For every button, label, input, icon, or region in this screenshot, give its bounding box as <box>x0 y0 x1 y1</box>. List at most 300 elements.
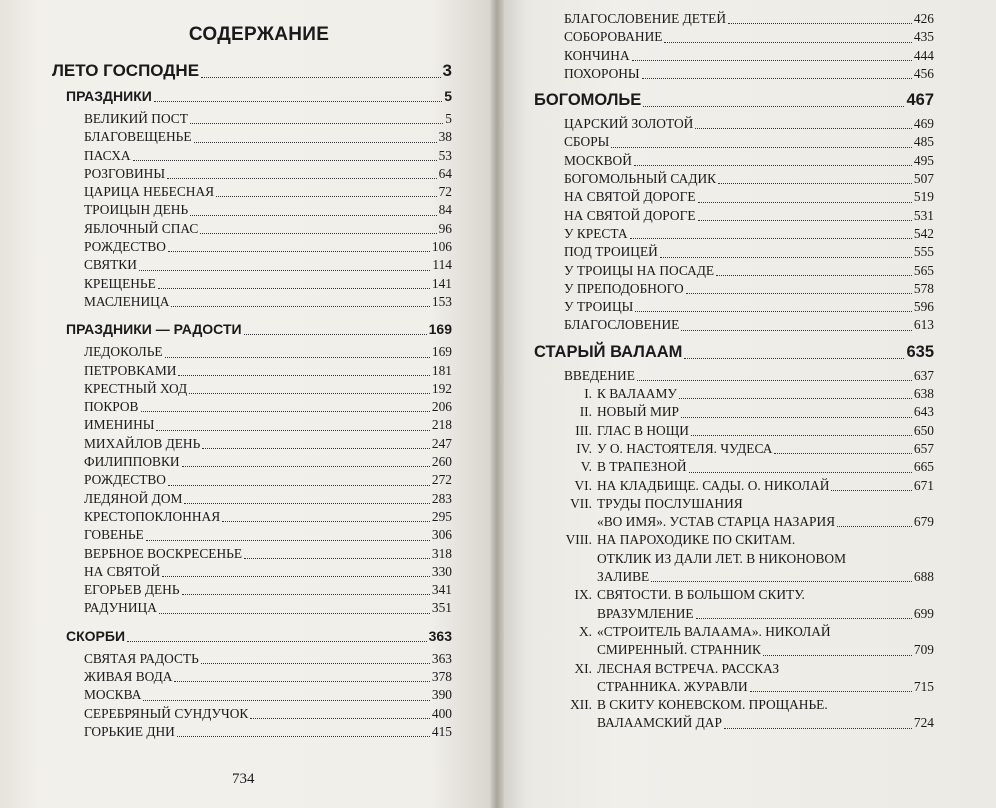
leader-dots <box>632 59 912 61</box>
leader-dots <box>201 662 430 664</box>
leader-dots <box>182 593 430 595</box>
toc-label: БЛАГОСЛОВЕНИЕ <box>564 317 680 333</box>
toc-page-number: 306 <box>431 527 452 543</box>
toc-label: КРЕСТНЫЙ ХОД <box>84 380 188 396</box>
toc-entry <box>564 170 934 188</box>
toc-chapter-entry <box>534 440 934 458</box>
toc-page-number: 341 <box>431 582 452 598</box>
chapter-number: II. <box>579 404 592 420</box>
chapter-title-line: В СКИТУ КОНЕВСКОМ. ПРОЩАНЬЕ. <box>597 697 828 713</box>
leader-dots <box>630 237 912 239</box>
toc-page-number: 390 <box>431 687 452 703</box>
toc-page-number: 38 <box>438 129 452 145</box>
leader-dots <box>202 447 430 449</box>
leader-dots <box>695 127 912 129</box>
toc-page-number: 415 <box>431 723 452 739</box>
leader-dots <box>244 333 427 335</box>
toc-label: СВЯТАЯ РАДОСТЬ <box>84 650 199 666</box>
toc-page-number: 565 <box>913 262 934 278</box>
continued-items <box>534 10 934 83</box>
toc-entry <box>564 152 934 170</box>
toc-label: ПАСХА <box>84 147 131 163</box>
toc-label: КОНЧИНА <box>564 47 630 63</box>
toc-page-number: 555 <box>913 244 934 260</box>
toc-entry <box>84 147 452 165</box>
toc-entry <box>84 183 452 201</box>
leader-dots <box>178 374 429 376</box>
leader-dots <box>146 539 430 541</box>
toc-page-number: 578 <box>913 280 934 296</box>
toc-page-number: 3 <box>442 61 452 80</box>
toc-page-number: 5 <box>445 111 452 126</box>
toc-page-number: 363 <box>428 627 452 644</box>
toc-label: ЛЕТО ГОСПОДНЕ <box>52 61 200 80</box>
leader-dots <box>681 329 912 331</box>
toc-label: БОГОМОЛЬЕ <box>534 91 642 110</box>
toc-page-number: 715 <box>913 678 934 694</box>
toc-label: ПОД ТРОИЦЕЙ <box>564 244 658 260</box>
toc-page-number: 295 <box>431 508 452 524</box>
toc-entry <box>84 201 452 219</box>
toc-page-number: 679 <box>913 514 934 530</box>
leader-dots <box>643 105 904 107</box>
toc-label: ПОХОРОНЫ <box>564 65 640 81</box>
toc-entry <box>564 316 934 334</box>
toc-page-number: 519 <box>913 189 934 205</box>
toc-page-number: 106 <box>431 239 452 255</box>
leader-dots <box>634 164 912 166</box>
leader-dots <box>698 219 912 221</box>
toc-page-number: 456 <box>913 65 934 81</box>
toc-page-number: 363 <box>431 650 452 666</box>
leader-dots <box>774 452 911 454</box>
toc-page-number: 671 <box>913 477 934 493</box>
toc-entry <box>84 668 452 686</box>
toc-label: РОЖДЕСТВО <box>84 472 166 488</box>
toc-page-number: 435 <box>913 29 934 45</box>
leader-dots <box>182 465 430 467</box>
leader-dots <box>222 520 430 522</box>
toc-label: ВВЕДЕНИЕ <box>564 367 635 383</box>
chapter-body <box>597 696 934 733</box>
toc-chapter-entry <box>534 696 934 733</box>
toc-page-number: 53 <box>438 147 452 163</box>
toc-label: ЖИВАЯ ВОДА <box>84 669 173 685</box>
toc-entry <box>84 165 452 183</box>
toc-page-number: 84 <box>438 202 452 218</box>
toc-page-number: 318 <box>431 545 452 561</box>
leader-dots <box>689 471 912 473</box>
toc-label: СТРАННИКА. ЖУРАВЛИ <box>597 678 748 694</box>
toc-section-heading <box>66 319 452 339</box>
leader-dots <box>684 357 904 359</box>
chapter-title-line: ТРУДЫ ПОСЛУШАНИЯ <box>597 495 743 511</box>
leader-dots <box>716 274 912 276</box>
toc-entry-bogomolye <box>534 89 934 111</box>
chapter-number: I. <box>584 386 592 402</box>
toc-entry <box>564 225 934 243</box>
toc-page-number: 724 <box>913 715 934 731</box>
toc-page-number: 5 <box>444 88 452 104</box>
chapter-body <box>597 495 934 532</box>
leader-dots <box>167 177 437 179</box>
toc-page-number: 542 <box>913 225 934 241</box>
chapter-number: X. <box>578 623 592 639</box>
chapter-title-line: СВЯТОСТИ. В БОЛЬШОМ СКИТУ. <box>597 587 805 603</box>
leader-dots <box>156 429 429 431</box>
toc-entry-intro <box>564 367 934 385</box>
leader-dots <box>201 76 440 78</box>
toc-entry <box>84 128 452 146</box>
toc-entry <box>84 435 452 453</box>
toc-page-number: 64 <box>438 165 452 181</box>
toc-chapter-entry <box>534 477 934 495</box>
toc-label: ГОРЬКИЕ ДНИ <box>84 723 175 739</box>
toc-chapter-entry <box>534 623 934 660</box>
leader-dots <box>244 557 430 559</box>
toc-page-number: 467 <box>906 91 934 110</box>
toc-page-number: 709 <box>913 642 934 658</box>
chapter-title-line: ОТКЛИК ИЗ ДАЛИ ЛЕТ. В НИКОНОВОМ <box>597 550 846 566</box>
chapter-title-last-line <box>597 403 934 421</box>
bogomolye-items <box>534 115 934 335</box>
leader-dots <box>642 77 912 79</box>
toc-label: «ВО ИМЯ». УСТАВ СТАРЦА НАЗАРИЯ <box>597 514 836 530</box>
toc-page-number: 192 <box>431 380 452 396</box>
toc-page-number: 206 <box>431 399 452 415</box>
toc-entry <box>84 416 452 434</box>
toc-label: СБОРЫ <box>564 134 610 150</box>
toc-page-number: 444 <box>913 47 934 63</box>
toc-entry-top <box>52 60 452 82</box>
leader-dots <box>611 146 912 148</box>
leader-dots <box>831 489 911 491</box>
toc-entry <box>84 380 452 398</box>
leader-dots <box>194 141 437 143</box>
chapter-number: IX. <box>574 587 592 603</box>
toc-label: МИХАЙЛОВ ДЕНЬ <box>84 435 201 451</box>
toc-entry <box>564 243 934 261</box>
toc-chapter-entry <box>534 660 934 697</box>
chapter-title-last-line <box>597 605 934 623</box>
toc-label: МОСКВА <box>84 687 142 703</box>
left-sections <box>52 86 452 741</box>
leader-dots <box>635 310 912 312</box>
toc-section-heading <box>66 626 452 646</box>
toc-page-number: 469 <box>913 116 934 132</box>
leader-dots <box>664 41 911 43</box>
toc-entry <box>564 115 934 133</box>
leader-dots <box>750 690 912 692</box>
toc-page-number: 635 <box>906 342 934 361</box>
leader-dots <box>159 612 430 614</box>
toc-entry <box>564 133 934 151</box>
toc-entry <box>564 207 934 225</box>
toc-page-number: 218 <box>431 417 452 433</box>
toc-label: ВЕРБНОЕ ВОСКРЕСЕНЬЕ <box>84 545 243 561</box>
toc-page-number: 114 <box>432 257 452 273</box>
toc-entry <box>84 508 452 526</box>
toc-entry <box>84 526 452 544</box>
toc-entry <box>564 28 934 46</box>
toc-label: ЦАРСКИЙ ЗОЛОТОЙ <box>564 116 694 132</box>
leader-dots <box>216 195 437 197</box>
chapter-title-last-line <box>597 477 934 495</box>
toc-page-number: 153 <box>431 293 452 309</box>
book-gutter <box>490 0 504 808</box>
toc-chapter-entry <box>534 422 934 440</box>
toc-page-number: 650 <box>913 422 934 438</box>
leader-dots <box>681 416 912 418</box>
toc-entry <box>84 220 452 238</box>
toc-entry <box>564 298 934 316</box>
chapter-title-last-line <box>597 714 934 732</box>
toc-page-number: 507 <box>913 171 934 187</box>
toc-entry <box>84 275 452 293</box>
leader-dots <box>177 735 430 737</box>
toc-entry <box>84 343 452 361</box>
toc-label: У КРЕСТА <box>564 225 628 241</box>
toc-label: ВЕЛИКИЙ ПОСТ <box>84 111 188 126</box>
toc-label: РАДУНИЦА <box>84 600 157 616</box>
leader-dots <box>141 410 430 412</box>
toc-page-number: 613 <box>913 317 934 333</box>
toc-page-number: 426 <box>913 11 934 26</box>
toc-entry <box>564 280 934 298</box>
toc-page-number: 181 <box>431 362 452 378</box>
toc-label: ЛЕДЯНОЙ ДОМ <box>84 490 183 506</box>
chapter-number: VIII. <box>565 532 592 548</box>
toc-entry <box>84 581 452 599</box>
toc-entry <box>84 362 452 380</box>
chapter-number: III. <box>575 422 592 438</box>
leader-dots <box>184 502 430 504</box>
leader-dots <box>174 680 429 682</box>
toc-page-number: 283 <box>431 490 452 506</box>
chapter-number: VI. <box>574 477 592 493</box>
toc-label: СВЯТКИ <box>84 257 137 273</box>
toc-label: ВРАЗУМЛЕНИЕ <box>597 605 694 621</box>
chapter-body <box>597 477 934 495</box>
leader-dots <box>696 617 912 619</box>
leader-dots <box>165 356 430 358</box>
chapter-body <box>597 422 934 440</box>
toc-page-number: 665 <box>913 459 934 475</box>
valaam-chapters <box>534 385 934 733</box>
toc-entry <box>84 453 452 471</box>
leader-dots <box>190 214 436 216</box>
chapter-body <box>597 458 934 476</box>
toc-page-number: 141 <box>431 275 452 291</box>
leader-dots <box>133 159 437 161</box>
toc-entry <box>564 262 934 280</box>
toc-page-number: 699 <box>913 605 934 621</box>
toc-entry <box>84 650 452 668</box>
toc-page-number: 657 <box>913 440 934 456</box>
toc-page-number: 637 <box>913 367 934 383</box>
toc-page-number: 272 <box>431 472 452 488</box>
toc-label: НА СВЯТОЙ ДОРОГЕ <box>564 189 696 205</box>
leader-dots <box>728 22 912 24</box>
chapter-title-line: «СТРОИТЕЛЬ ВАЛААМА». НИКОЛАЙ <box>597 623 831 639</box>
leader-dots <box>698 201 912 203</box>
toc-label: В ТРАПЕЗНОЙ <box>597 459 687 475</box>
toc-page-number: 351 <box>431 600 452 616</box>
toc-entry <box>84 723 452 741</box>
leader-dots <box>139 269 430 271</box>
toc-page-number: 688 <box>913 569 934 585</box>
toc-page-number: 485 <box>913 134 934 150</box>
chapter-number: V. <box>580 459 592 475</box>
toc-label: СОБОРОВАНИЕ <box>564 29 663 45</box>
left-page <box>0 0 496 808</box>
toc-label: СМИРЕННЫЙ. СТРАННИК <box>597 642 761 658</box>
leader-dots <box>763 654 912 656</box>
toc-entry <box>564 188 934 206</box>
toc-label: НА СВЯТОЙ ДОРОГЕ <box>564 207 696 223</box>
toc-entry <box>564 47 934 65</box>
leader-dots <box>679 397 912 399</box>
toc-page-number: 260 <box>431 454 452 470</box>
leader-dots <box>651 580 912 582</box>
toc-label: ИМЕНИНЫ <box>84 417 155 433</box>
right-page <box>498 0 996 808</box>
leader-dots <box>168 484 430 486</box>
toc-entry <box>84 110 452 128</box>
toc-label: НА КЛАДБИЩЕ. САДЫ. О. НИКОЛАЙ <box>597 477 830 493</box>
chapter-title-last-line <box>597 641 934 659</box>
toc-page-number: 169 <box>431 344 452 360</box>
toc-entry <box>84 490 452 508</box>
leader-dots <box>154 100 442 102</box>
chapter-number: XII. <box>570 697 592 713</box>
toc-label: ЗАЛИВЕ <box>597 569 650 585</box>
leader-dots <box>718 182 912 184</box>
toc-label: БЛАГОВЕЩЕНЬЕ <box>84 129 192 145</box>
toc-page-number: 72 <box>438 184 452 200</box>
toc-label: МОСКВОЙ <box>564 152 632 168</box>
toc-entry <box>84 705 452 723</box>
toc-chapter-entry <box>534 495 934 532</box>
chapter-title-line: НА ПАРОХОДИКЕ ПО СКИТАМ. <box>597 532 796 548</box>
toc-label: МАСЛЕНИЦА <box>84 293 170 309</box>
chapter-title-line: ЛЕСНАЯ ВСТРЕЧА. РАССКАЗ <box>597 660 780 676</box>
chapter-body <box>597 385 934 403</box>
toc-label: ГЛАС В НОЩИ <box>597 422 689 438</box>
toc-label: КРЕЩЕНЬЕ <box>84 275 156 291</box>
contents-title: СОДЕРЖАНИЕ <box>188 24 330 45</box>
toc-label: ЛЕДОКОЛЬЕ <box>84 344 163 360</box>
toc-label: ПОКРОВ <box>84 399 139 415</box>
toc-label: У ПРЕПОДОБНОГО <box>564 280 684 296</box>
toc-entry-valaam <box>534 341 934 363</box>
toc-page-number: 96 <box>438 220 452 236</box>
toc-label: ПРАЗДНИКИ <box>66 88 152 104</box>
toc-page-number: 400 <box>431 705 452 721</box>
toc-page-number: 495 <box>913 152 934 168</box>
toc-label: У О. НАСТОЯТЕЛЯ. ЧУДЕСА <box>597 440 773 456</box>
toc-label: НА СВЯТОЙ <box>84 563 161 579</box>
toc-label: РОЖДЕСТВО <box>84 239 166 255</box>
toc-chapter-entry <box>534 458 934 476</box>
leader-dots <box>171 305 429 307</box>
toc-chapter-entry <box>534 385 934 403</box>
toc-chapter-entry <box>534 531 934 586</box>
toc-entry <box>84 599 452 617</box>
leader-dots <box>660 256 912 258</box>
toc-label: К ВАЛААМУ <box>597 386 677 402</box>
toc-entry <box>84 238 452 256</box>
toc-label: ЦАРИЦА НЕБЕСНАЯ <box>84 184 215 200</box>
toc-label: У ТРОИЦЫ <box>564 299 634 315</box>
chapter-number: IV. <box>576 440 592 456</box>
toc-page-number: 247 <box>431 435 452 451</box>
toc-entry <box>84 398 452 416</box>
chapter-title-last-line <box>597 678 934 696</box>
toc-label: СКОРБИ <box>66 627 126 644</box>
toc-label: СЕРЕБРЯНЫЙ СУНДУЧОК <box>84 705 249 721</box>
toc-entry <box>84 545 452 563</box>
toc-entry <box>564 10 934 28</box>
chapter-body <box>597 660 934 697</box>
toc-entry <box>84 293 452 311</box>
leader-dots <box>837 525 912 527</box>
leader-dots <box>127 640 427 642</box>
toc-label: СТАРЫЙ ВАЛААМ <box>534 342 683 361</box>
leader-dots <box>168 250 430 252</box>
toc-label: НОВЫЙ МИР <box>597 404 679 420</box>
leader-dots <box>143 699 430 701</box>
toc-label: БОГОМОЛЬНЫЙ САДИК <box>564 171 717 187</box>
leader-dots <box>162 575 430 577</box>
toc-entry <box>84 471 452 489</box>
chapter-body <box>597 623 934 660</box>
chapter-title-last-line <box>597 568 934 586</box>
chapter-title-last-line <box>597 385 934 403</box>
toc-label: ЕГОРЬЕВ ДЕНЬ <box>84 582 180 598</box>
toc-chapter-entry <box>534 586 934 623</box>
toc-section-heading <box>66 86 452 106</box>
chapter-title-last-line <box>597 440 934 458</box>
chapter-number: XI. <box>574 660 592 676</box>
toc-entry <box>564 65 934 83</box>
chapter-number: VII. <box>570 495 592 511</box>
toc-label: РОЗГОВИНЫ <box>84 165 166 181</box>
chapter-title-last-line <box>597 513 934 531</box>
toc-page-number: 169 <box>428 321 452 338</box>
toc-label: ТРОИЦЫН ДЕНЬ <box>84 202 189 218</box>
leader-dots <box>250 717 430 719</box>
toc-label: ЯБЛОЧНЫЙ СПАС <box>84 220 199 236</box>
chapter-title-last-line <box>597 422 934 440</box>
chapter-title-last-line <box>597 458 934 476</box>
leader-dots <box>686 292 912 294</box>
leader-dots <box>190 122 443 124</box>
page-number-folio: 734 <box>232 771 255 787</box>
chapter-body <box>597 403 934 421</box>
toc-page-number: 596 <box>913 299 934 315</box>
toc-label: ГОВЕНЬЕ <box>84 527 144 543</box>
chapter-body <box>597 531 934 586</box>
chapter-body <box>597 440 934 458</box>
leader-dots <box>189 392 430 394</box>
leader-dots <box>691 434 912 436</box>
toc-label: ПЕТРОВКАМИ <box>84 362 177 378</box>
toc-chapter-entry <box>534 403 934 421</box>
leader-dots <box>200 232 436 234</box>
toc-label: КРЕСТОПОКЛОННАЯ <box>84 508 221 524</box>
toc-page-number: 638 <box>913 386 934 402</box>
